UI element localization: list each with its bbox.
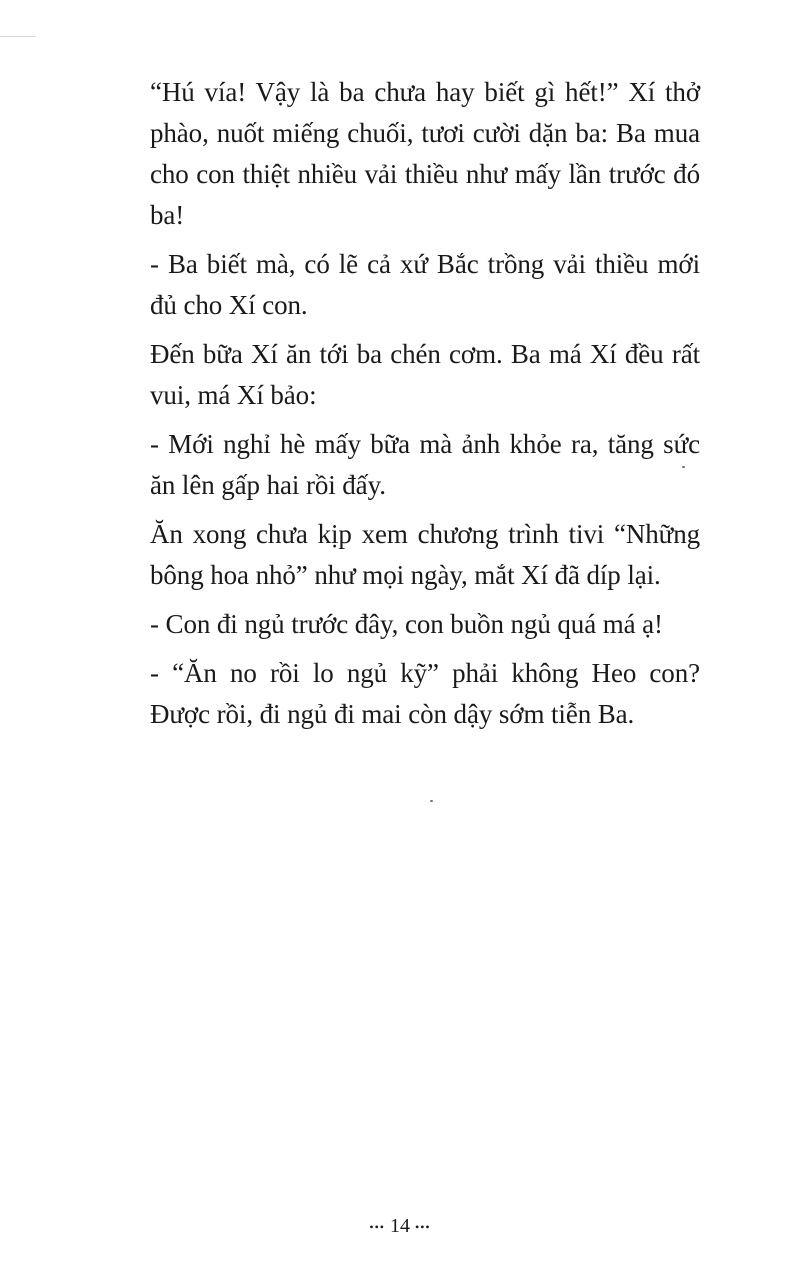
scan-speck — [682, 466, 685, 468]
paragraph-4: - Mới nghỉ hè mấy bữa mà ảnh khỏe ra, tăng sức ăn lên gấp hai rồi đấy. — [150, 429, 700, 500]
page-number — [0, 1215, 800, 1238]
page-number-ornament-right: ••• — [415, 1219, 431, 1234]
paragraph-7: - “Ăn no rồi lo ngủ kỹ” phải không Heo con? Được rồi, đi ngủ đi mai còn dậy sớm tiễn Ba. — [150, 658, 700, 729]
page-number-ornament-left: ••• — [369, 1219, 385, 1234]
paragraph-5: Ăn xong chưa kịp xem chương trình tivi “Những bông hoa nhỏ” như mọi ngày, mắt Xí đã díp lại. — [150, 519, 700, 590]
paragraph-3: Đến bữa Xí ăn tới ba chén cơm. Ba má Xí đều rất vui, má Xí bảo: — [150, 339, 700, 410]
paragraph-1: “Hú vía! Vậy là ba chưa hay biết gì hết!” Xí thở phào, nuốt miếng chuối, tươi cười dặn ba: Ba mua cho con thiệt nhiều vải thiều như mấy lần trước đó ba! — [150, 77, 700, 230]
body-text — [150, 72, 700, 743]
page-number-value: 14 — [390, 1215, 410, 1237]
paragraph-6: - Con đi ngủ trước đây, con buồn ngủ quá má ạ! — [150, 609, 663, 639]
scan-edge-line — [0, 36, 36, 37]
scan-speck — [430, 800, 433, 802]
paragraph-2: - Ba biết mà, có lẽ cả xứ Bắc trồng vải thiều mới đủ cho Xí con. — [150, 249, 700, 320]
